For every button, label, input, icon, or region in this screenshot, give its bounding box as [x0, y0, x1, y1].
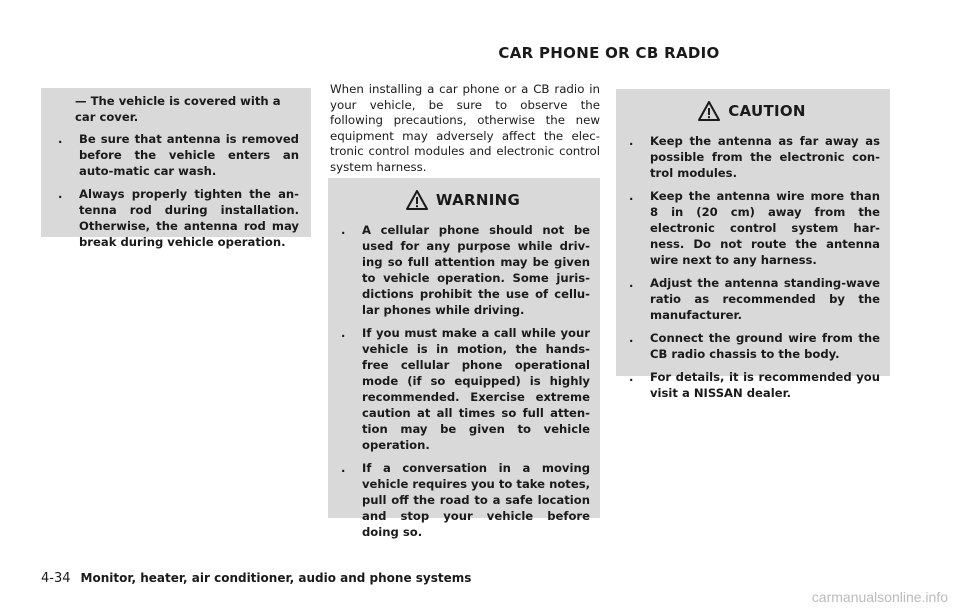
- bullet: .: [629, 189, 634, 203]
- warning-title: WARNING: [435, 191, 521, 209]
- bullet: .: [341, 461, 346, 475]
- caution-box: [616, 89, 890, 400]
- bullet: .: [629, 134, 634, 148]
- list-item: . For details, it is recommended you visit a NISSAN dealer.: [629, 370, 880, 400]
- left-precaution-box: [41, 88, 311, 249]
- caution-header: [624, 89, 880, 133]
- dash-item: — The vehicle is covered with a car cover.: [75, 94, 281, 124]
- list-item: . Connect the ground wire from the CB radio chassis to the body.: [629, 331, 880, 361]
- bullet: .: [629, 276, 634, 290]
- warning-triangle-icon: [406, 190, 428, 210]
- left-list: [53, 131, 299, 250]
- bullet: .: [629, 370, 634, 384]
- bullet: .: [629, 331, 634, 345]
- warning-list: [336, 222, 590, 540]
- bullet: .: [58, 187, 63, 201]
- list-item: . Always properly tighten the an-tenna rod during installation. Otherwise, the antenna rod may break during vehicle operation.: [58, 187, 299, 249]
- list-item: . Keep the antenna wire more than 8 in (20 cm) away from the electronic control system har-ness. Do not route the antenna wire next to any harness.: [629, 189, 880, 267]
- list-item: . Keep the antenna as far away as possible from the electronic con-trol modules.: [629, 134, 880, 180]
- chapter-title: Monitor, heater, air conditioner, audio and phone systems: [80, 571, 472, 585]
- list-item: . A cellular phone should not be used for any purpose while driv-ing so full attention may be given to vehicle operation. Some juris-dictions prohibit the use of cellu-lar phones while driving.: [341, 223, 590, 317]
- list-item: . Adjust the antenna standing-wave ratio as recommended by the manufacturer.: [629, 276, 880, 322]
- page-number: 4-34: [41, 571, 71, 586]
- caution-list: [624, 133, 880, 401]
- list-item: . If you must make a call while your vehicle is in motion, the hands-free cellular phone operational mode (if so equipped) is highly recommended. Exercise extreme caution at all times so full atten-tion may be given to vehicle operation.: [341, 326, 590, 452]
- intro-paragraph: When installing a car phone or a CB radio in your vehicle, be sure to observe the following precautions, otherwise the new equipment may adversely affect the elec-tronic control modules and electronic control system harness.: [330, 82, 600, 174]
- section-title: CAR PHONE OR CB RADIO: [498, 44, 720, 62]
- warning-box: [328, 178, 600, 539]
- bullet: .: [341, 326, 346, 340]
- warning-header: [336, 178, 590, 222]
- watermark: carmanualsonline.info: [811, 589, 948, 605]
- list-item: . Be sure that antenna is removed before the vehicle enters an auto-matic car wash.: [58, 132, 299, 178]
- bullet: .: [341, 223, 346, 237]
- caution-title: CAUTION: [728, 102, 806, 120]
- bullet: .: [58, 132, 63, 146]
- list-item: . If a conversation in a moving vehicle requires you to take notes, pull off the road to a safe location and stop your vehicle before doing so.: [341, 461, 590, 539]
- caution-triangle-icon: [698, 101, 720, 121]
- page-footer: [41, 571, 471, 586]
